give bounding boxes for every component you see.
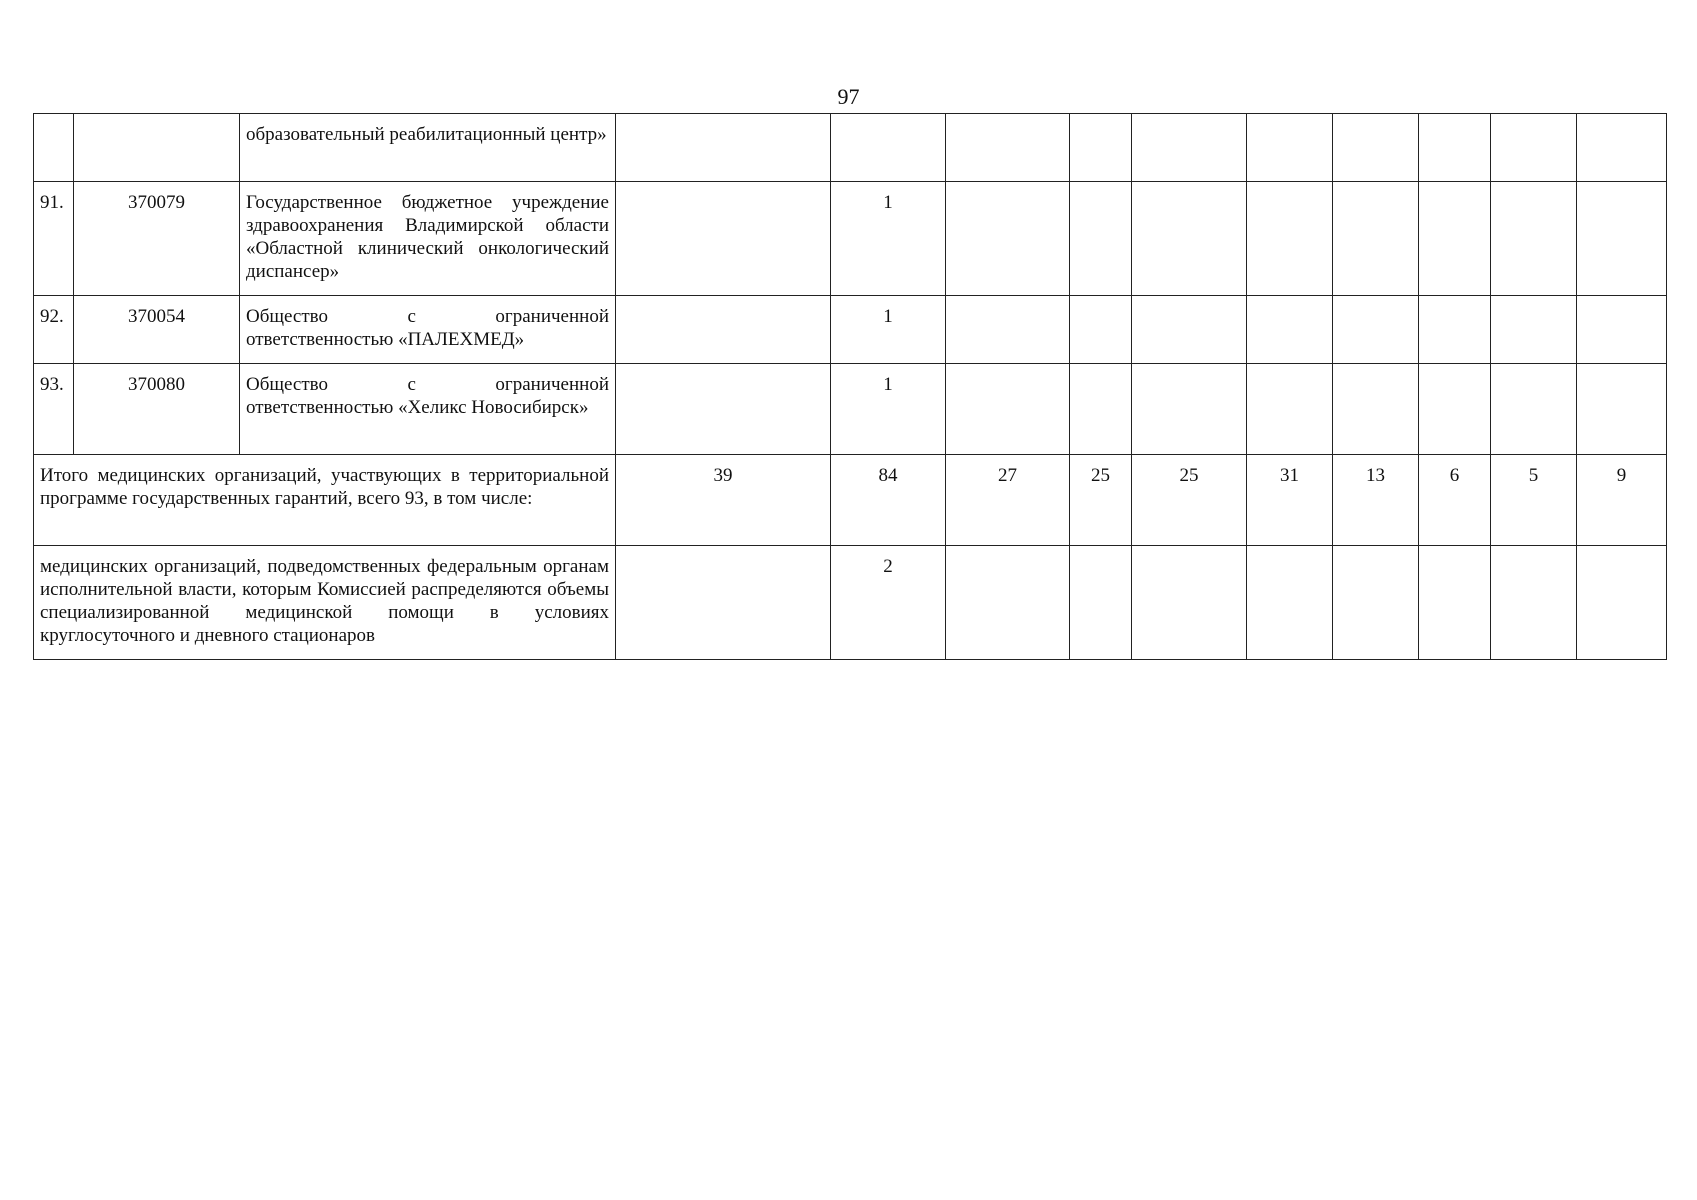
value-cell <box>1577 114 1667 182</box>
value-cell <box>1070 364 1132 455</box>
subtotal-value <box>1419 546 1491 660</box>
row-number: 92. <box>34 296 74 364</box>
subtotal-value <box>1247 546 1333 660</box>
table-row <box>34 364 1667 455</box>
registry-code: 370054 <box>74 296 240 364</box>
value-cell <box>1333 114 1419 182</box>
subtotal-value <box>616 546 831 660</box>
value-cell <box>1577 296 1667 364</box>
subtotal-value <box>1070 546 1132 660</box>
value-cell <box>946 114 1070 182</box>
subtotal-value <box>1491 546 1577 660</box>
total-value: 84 <box>831 455 946 546</box>
row-number: 91. <box>34 182 74 296</box>
value-cell <box>946 182 1070 296</box>
subtotal-label: медицинских организаций, подведомственных федеральным органам исполнительной власти, которым Комиссией распределяются объемы специализированной медицинской помощи в условиях круглосуточного и дневного стационаров <box>34 546 616 660</box>
value-cell <box>1491 364 1577 455</box>
value-cell <box>1070 182 1132 296</box>
value-cell <box>1070 296 1132 364</box>
row-number: 93. <box>34 364 74 455</box>
organization-name: Государственное бюджетное учреждение здравоохранения Владимирской области «Областной клинический онкологический диспансер» <box>240 182 616 296</box>
total-value: 39 <box>616 455 831 546</box>
subtotal-value <box>1333 546 1419 660</box>
table-row <box>34 114 1667 182</box>
value-cell <box>616 114 831 182</box>
value-cell <box>1132 364 1247 455</box>
value-cell <box>1419 182 1491 296</box>
value-cell <box>616 182 831 296</box>
value-cell <box>946 364 1070 455</box>
value-cell <box>1247 364 1333 455</box>
subtotal-row <box>34 546 1667 660</box>
row-number <box>34 114 74 182</box>
value-cell <box>616 364 831 455</box>
value-cell <box>1577 364 1667 455</box>
value-cell <box>616 296 831 364</box>
value-cell <box>831 114 946 182</box>
total-value: 25 <box>1132 455 1247 546</box>
value-cell <box>1247 114 1333 182</box>
subtotal-value <box>1577 546 1667 660</box>
page-number: 97 <box>837 84 860 109</box>
total-row <box>34 455 1667 546</box>
registry-code: 370079 <box>74 182 240 296</box>
value-cell <box>1132 114 1247 182</box>
total-value: 27 <box>946 455 1070 546</box>
value-cell <box>1070 114 1132 182</box>
organization-name: Общество с ограниченной ответственностью «Хеликс Новосибирск» <box>240 364 616 455</box>
value-cell <box>1491 182 1577 296</box>
value-cell <box>1491 296 1577 364</box>
value-cell <box>1491 114 1577 182</box>
value-cell <box>1247 182 1333 296</box>
total-value: 5 <box>1491 455 1577 546</box>
value-cell <box>1247 296 1333 364</box>
value-cell <box>1333 182 1419 296</box>
value-cell: 1 <box>831 296 946 364</box>
value-cell <box>1333 296 1419 364</box>
total-value: 9 <box>1577 455 1667 546</box>
registry-code <box>74 114 240 182</box>
value-cell <box>1132 182 1247 296</box>
total-label: Итого медицинских организаций, участвующих в территориальной программе государственных гарантий, всего 93, в том числе: <box>34 455 616 546</box>
value-cell: 1 <box>831 364 946 455</box>
registry-code: 370080 <box>74 364 240 455</box>
table-row <box>34 182 1667 296</box>
total-value: 25 <box>1070 455 1132 546</box>
subtotal-value <box>1132 546 1247 660</box>
table-row <box>34 296 1667 364</box>
organizations-table <box>33 113 1667 660</box>
total-value: 31 <box>1247 455 1333 546</box>
organization-name: образовательный реабилитационный центр» <box>240 114 616 182</box>
total-value: 13 <box>1333 455 1419 546</box>
value-cell <box>1333 364 1419 455</box>
value-cell: 1 <box>831 182 946 296</box>
value-cell <box>1577 182 1667 296</box>
organization-name: Общество с ограниченной ответственностью «ПАЛЕХМЕД» <box>240 296 616 364</box>
value-cell <box>1419 114 1491 182</box>
value-cell <box>1419 364 1491 455</box>
value-cell <box>946 296 1070 364</box>
subtotal-value: 2 <box>831 546 946 660</box>
value-cell <box>1132 296 1247 364</box>
total-value: 6 <box>1419 455 1491 546</box>
value-cell <box>1419 296 1491 364</box>
subtotal-value <box>946 546 1070 660</box>
